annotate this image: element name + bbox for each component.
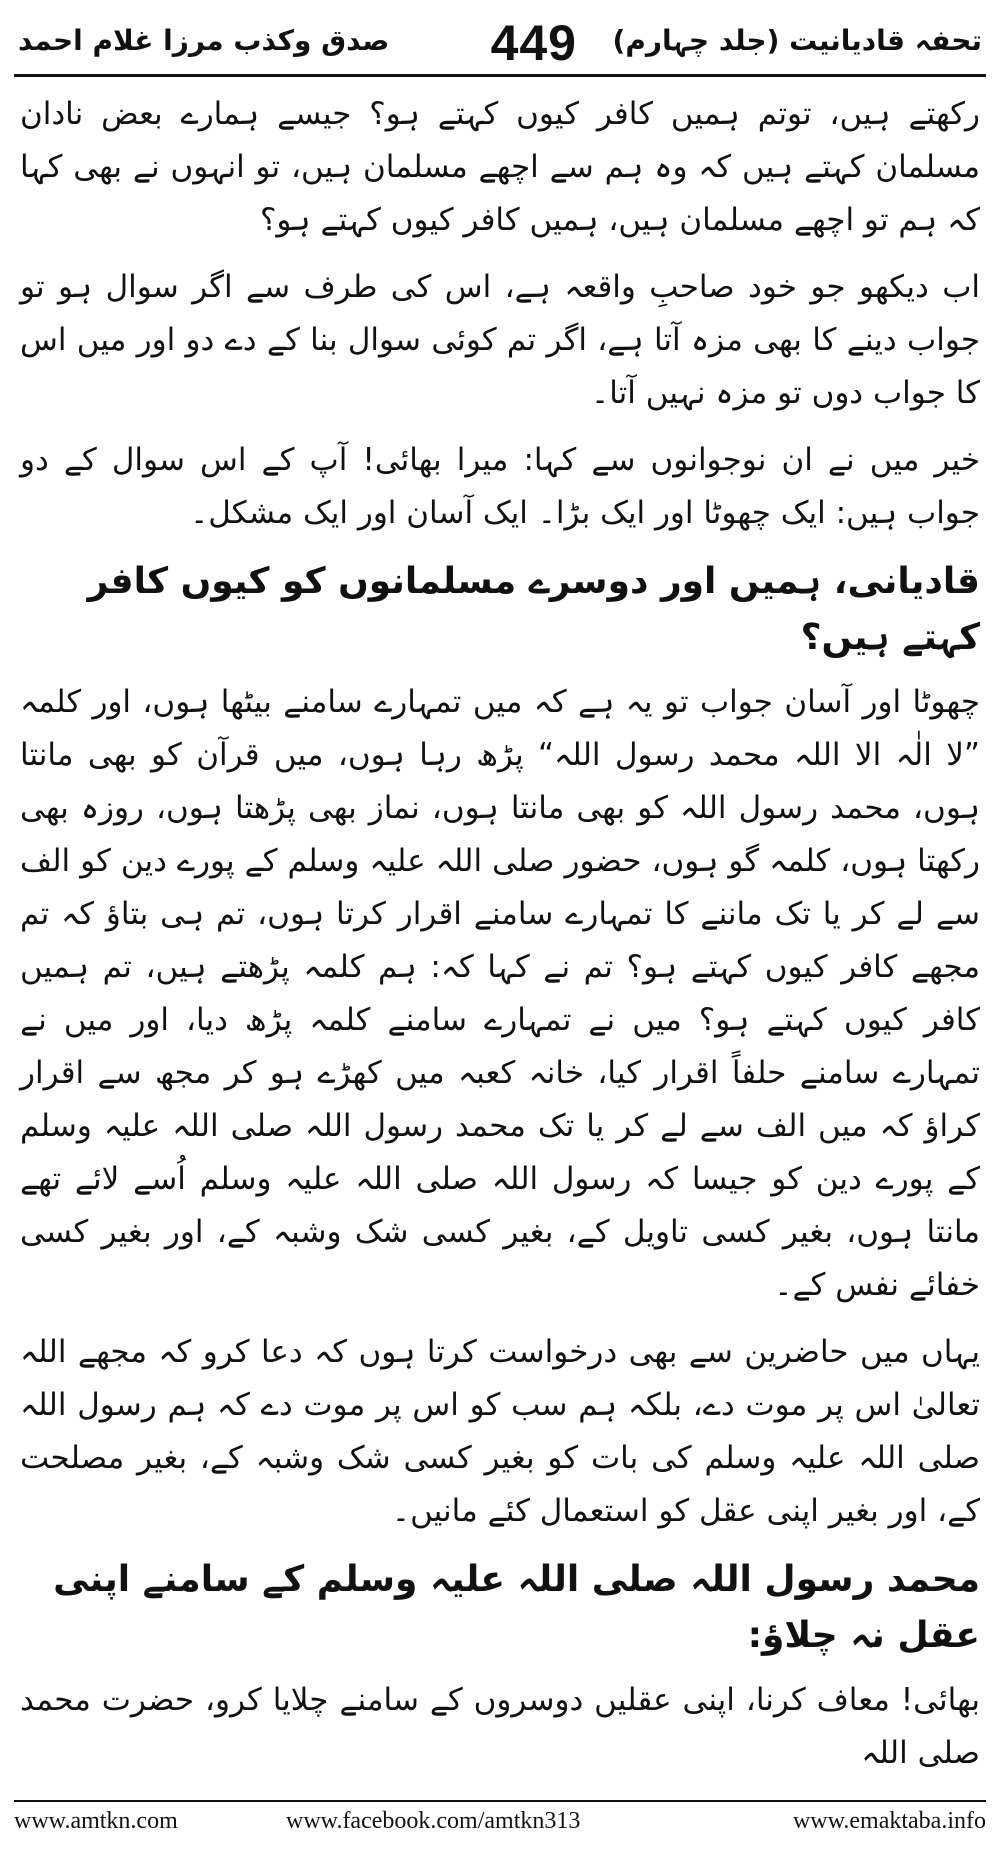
- paragraph-2: اب دیکھو جو خود صاحبِ واقعہ ہے، اس کی طرف سے اگر سوال ہو تو جواب دینے کا بھی مزہ آتا ہے، اگر تم کوئی سوال بنا کے دے دو اور میں اس کا جواب دوں تو مزہ نہیں آتا۔: [20, 269, 980, 411]
- header-divider: [14, 74, 986, 77]
- paragraph-1: رکھتے ہیں، توتم ہمیں کافر کیوں کہتے ہو؟ جیسے ہمارے بعض نادان مسلمان کہتے ہیں کہ وہ ہم سے اچھے مسلمان ہیں، تو انہوں نے بھی کہا کہ ہم تو اچھے مسلمان ہیں، ہمیں کافر کیوں کہتے ہو؟: [20, 96, 980, 238]
- chapter-title: صدق وکذب مرزا غلام احمد: [18, 24, 390, 57]
- footer-link-facebook[interactable]: www.facebook.com/amtkn313: [286, 1808, 581, 1834]
- paragraph-5: یہاں میں حاضرین سے بھی درخواست کرتا ہوں کہ دعا کرو کہ مجھے اللہ تعالیٰ اس پر موت دے، بلکہ ہم سب کو اس پر موت دے کہ ہم رسول اللہ صلی اللہ علیہ وسلم کی بات کو بغیر کسی شک وشبہ کے، بغیر مصلحت کے، اور بغیر اپنی عقل کو استعمال کئے مانیں۔: [20, 1334, 980, 1529]
- footer-link-emaktaba[interactable]: www.emaktaba.info: [792, 1808, 986, 1834]
- book-title: تحفہ قادیانیت: [789, 24, 982, 57]
- page-footer: [14, 1808, 986, 1842]
- footer-divider: [14, 1800, 986, 1802]
- paragraph-4: چھوٹا اور آسان جواب تو یہ ہے کہ میں تمہارے سامنے بیٹھا ہوں، اور کلمہ ”لا الٰہ الا اللہ محمد رسول اللہ“ پڑھ رہا ہوں، میں قرآن کو بھی مانتا ہوں، محمد رسول اللہ کو بھی مانتا ہوں، نماز بھی پڑھتا ہوں، روزہ بھی رکھتا ہوں، کلمہ گو ہوں، حضور صلی اللہ علیہ وسلم کے پورے دین کو الف سے لے کر یا تک ماننے کا تمہارے سامنے اقرار کرتا ہوں، تم ہی بتاؤ کہ تم مجھے کافر کیوں کہتے ہو؟ تم نے کہا کہ: ہم کلمہ پڑھتے ہیں، تم ہمیں کافر کیوں کہتے ہو؟ میں نے تمہارے سامنے کلمہ پڑھ دیا، اور میں نے تمہارے سامنے حلفاً اقرار کیا، خانہ کعبہ میں کھڑے ہو کر مجھ سے اقرار کراؤ کہ میں الف سے لے کر یا تک محمد رسول اللہ صلی اللہ علیہ وسلم کے پورے دین کو جیسا کہ رسول اللہ صلی اللہ علیہ وسلم اُسے لائے تھے مانتا ہوں، بغیر کسی تاویل کے، بغیر کسی شک وشبہ کے، اور بغیر کسی خفائے نفس کے۔: [20, 684, 980, 1303]
- section-heading-1: قادیانی، ہمیں اور دوسرے مسلمانوں کو کیوں کافر کہتے ہیں؟: [87, 561, 980, 658]
- footer-link-amtkn[interactable]: www.amtkn.com: [14, 1808, 178, 1834]
- page-number: 449: [490, 15, 577, 71]
- paragraph-6: بھائی! معاف کرنا، اپنی عقلیں دوسروں کے سامنے چلایا کرو، حضرت محمد صلی اللہ: [20, 1682, 980, 1771]
- paragraph-3: خیر میں نے ان نوجوانوں سے کہا: میرا بھائی! آپ کے اس سوال کے دو جواب ہیں: ایک چھوٹا اور ایک بڑا۔ ایک آسان اور ایک مشکل۔: [20, 442, 980, 531]
- header-book-title: [613, 24, 982, 57]
- page-header: [18, 14, 982, 72]
- section-heading-2: محمد رسول اللہ صلی اللہ علیہ وسلم کے سامنے اپنی عقل نہ چلاؤ:: [53, 1559, 980, 1656]
- volume-label: (جلد چہارم): [612, 24, 780, 57]
- page-body: [20, 88, 980, 1794]
